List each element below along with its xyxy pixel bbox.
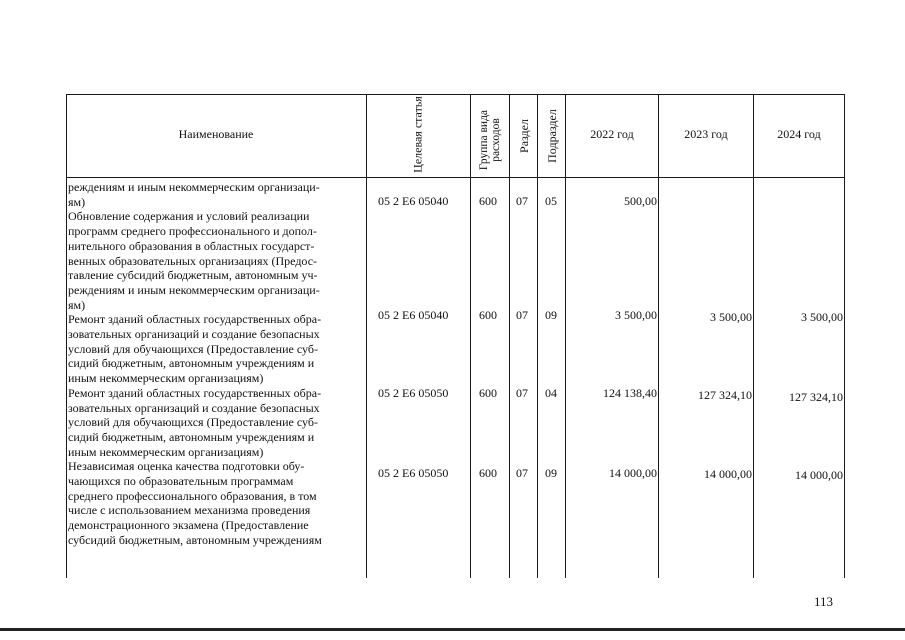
name-line: нительного образования в областных государст-: [68, 238, 315, 253]
name-line: Ремонт зданий областных государственных обра-: [68, 312, 322, 327]
row3-subsection: 04: [545, 386, 557, 400]
column-divider-7: [753, 94, 754, 578]
table-left-border: [66, 94, 67, 578]
table-top-border: [66, 94, 845, 95]
name-line: сидий бюджетным, автономным учреждениям и: [68, 356, 315, 371]
name-line: чающихся по образовательным программам: [68, 474, 294, 489]
header-year-2024: 2024 год: [777, 127, 821, 141]
header-expense-group: Группа вида расходов: [478, 109, 502, 171]
column-divider-1: [366, 94, 367, 578]
row2-section: 07: [516, 308, 528, 322]
row1-2022: 500,00: [624, 194, 657, 208]
page-number: 113: [814, 594, 834, 609]
header-subsection: Подраздел: [545, 109, 559, 163]
name-line: ям): [68, 297, 86, 312]
name-line: иным некоммерческим организациям): [68, 444, 264, 459]
name-line: реждениям и иным некоммерческим организаци-: [68, 282, 320, 297]
row2-article: 05 2 E6 05040: [378, 308, 449, 322]
name-line: Обновление содержания и условий реализации: [68, 209, 310, 224]
row3-2024: 127 324,10: [789, 390, 843, 404]
row2-group: 600: [479, 308, 497, 322]
row2-2023: 3 500,00: [710, 310, 752, 324]
row3-2022: 124 138,40: [603, 386, 657, 400]
row3-2023: 127 324,10: [698, 388, 752, 402]
header-year-2022: 2022 год: [590, 127, 634, 141]
name-line: иным некоммерческим организациям): [68, 371, 264, 386]
row4-group: 600: [479, 466, 497, 480]
column-divider-4: [537, 94, 538, 578]
row1-section: 07: [516, 194, 528, 208]
name-line: реждениям и иным некоммерческим организаци-: [68, 180, 320, 194]
name-line: ям): [68, 194, 86, 209]
column-divider-5: [565, 94, 566, 578]
row1-subsection: 05: [545, 194, 557, 208]
row3-section: 07: [516, 386, 528, 400]
name-line: программ среднего профессионального и допол-: [68, 224, 317, 239]
row4-2024: 14 000,00: [795, 468, 843, 482]
name-line: условий для обучающихся (Предоставление суб-: [68, 341, 318, 356]
column-divider-3: [509, 94, 510, 578]
column-divider-6: [658, 94, 659, 578]
row4-article: 05 2 E6 05050: [378, 466, 449, 480]
name-line: Ремонт зданий областных государственных обра-: [68, 385, 322, 400]
header-target-article: Целевая статья: [410, 96, 425, 173]
header-bottom-border: [66, 177, 845, 178]
name-line: субсидий бюджетным, автономным учреждениям: [68, 532, 322, 547]
name-line: венных образовательных организациях (Предос-: [68, 253, 318, 268]
column-divider-2: [470, 94, 471, 578]
name-line: тавление субсидий бюджетным, автономным уч-: [68, 268, 318, 283]
header-name: Наименование: [178, 127, 254, 141]
row3-article: 05 2 E6 05050: [378, 386, 449, 400]
name-line: числе с использованием механизма проведения: [68, 503, 311, 518]
bottom-scan-edge: [0, 628, 905, 631]
header-year-2023: 2023 год: [684, 127, 728, 141]
header-section: Раздел: [517, 119, 531, 153]
name-column-text: [68, 180, 362, 548]
row4-2022: 14 000,00: [609, 466, 657, 480]
row4-2023: 14 000,00: [704, 467, 752, 481]
name-line: среднего профессионального образования, в том: [68, 488, 317, 503]
row4-subsection: 09: [545, 466, 557, 480]
row2-2024: 3 500,00: [801, 310, 843, 324]
row1-group: 600: [479, 194, 497, 208]
name-line: Независимая оценка качества подготовки обу-: [68, 459, 305, 474]
name-line: сидий бюджетным, автономным учреждениям и: [68, 429, 315, 444]
name-line: условий для обучающихся (Предоставление суб-: [68, 415, 318, 430]
table-right-border: [844, 94, 845, 578]
row4-section: 07: [516, 466, 528, 480]
name-line: зовательных организаций и создание безопасных: [68, 327, 320, 342]
row3-group: 600: [479, 386, 497, 400]
row2-2022: 3 500,00: [615, 308, 657, 322]
row2-subsection: 09: [545, 308, 557, 322]
name-line: демонстрационного экзамена (Предоставление: [68, 518, 309, 533]
name-line: зовательных организаций и создание безопасных: [68, 400, 320, 415]
row1-article: 05 2 E6 05040: [378, 194, 449, 208]
